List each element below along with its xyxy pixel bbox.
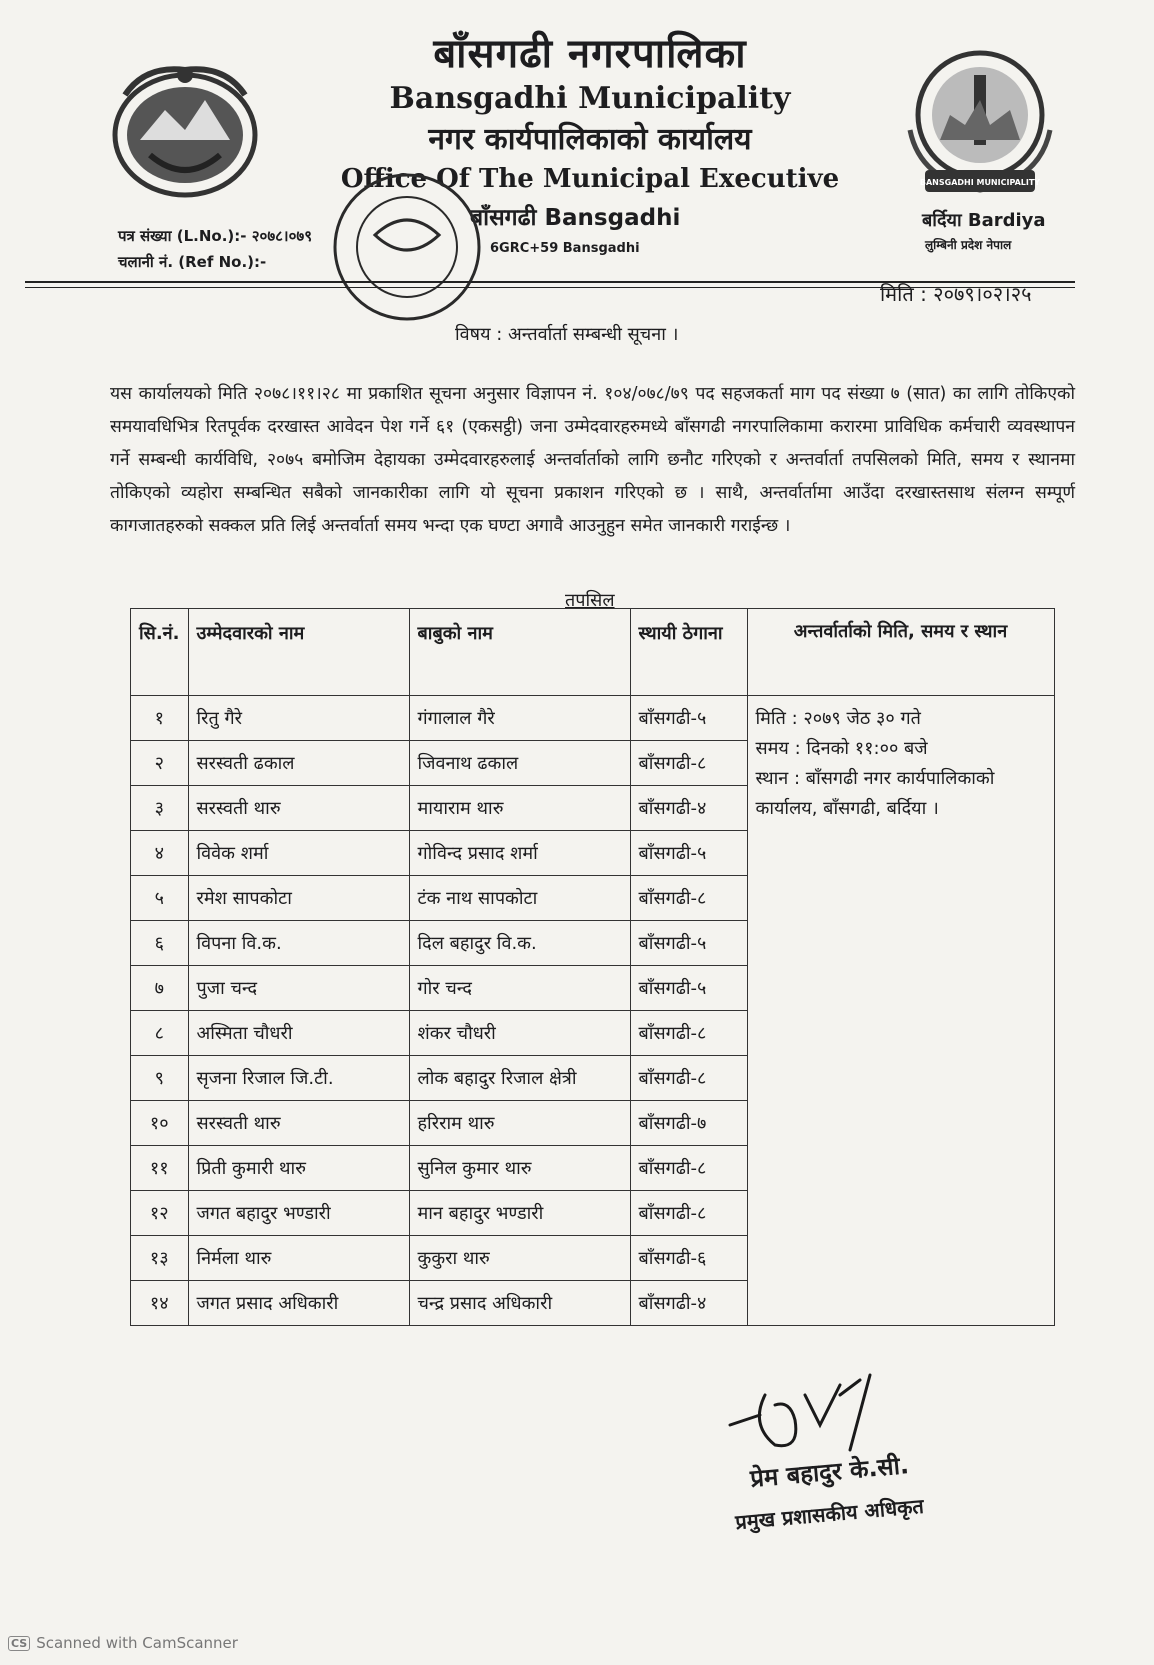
scanner-watermark — [8, 1634, 238, 1652]
cell-father-name: लोक बहादुर रिजाल क्षेत्री — [409, 1056, 630, 1101]
cell-father-name: गोविन्द प्रसाद शर्मा — [409, 831, 630, 876]
cell-address: बाँसगढी-८ — [630, 1191, 747, 1236]
cell-candidate-name: जगत प्रसाद अधिकारी — [188, 1281, 409, 1326]
cell-candidate-name: सरस्वती थारु — [188, 1101, 409, 1146]
province-label: लुम्बिनी प्रदेश नेपाल — [925, 238, 1012, 252]
interview-place: स्थान : बाँसगढी नगर कार्यपालिकाको कार्यालय, बाँसगढी, बर्दिया । — [755, 768, 995, 819]
cell-candidate-name: पुजा चन्द — [188, 966, 409, 1011]
cell-father-name: गोर चन्द — [409, 966, 630, 1011]
cell-sn: ९ — [131, 1056, 189, 1101]
cell-candidate-name: अस्मिता चौधरी — [188, 1011, 409, 1056]
cell-candidate-name: सरस्वती ढकाल — [188, 741, 409, 786]
cell-address: बाँसगढी-८ — [630, 1011, 747, 1056]
cell-address: बाँसगढी-४ — [630, 1281, 747, 1326]
interview-date: मिति : २०७९ जेठ ३० गते — [755, 708, 921, 729]
cell-sn: १३ — [131, 1236, 189, 1281]
cell-candidate-name: सरस्वती थारु — [188, 786, 409, 831]
watermark-text: Scanned with CamScanner — [36, 1634, 238, 1652]
cell-sn: २ — [131, 741, 189, 786]
cell-father-name: सुनिल कुमार थारु — [409, 1146, 630, 1191]
cell-address: बाँसगढी-७ — [630, 1101, 747, 1146]
cell-candidate-name: विपना वि.क. — [188, 921, 409, 966]
cell-address: बाँसगढी-८ — [630, 1146, 747, 1191]
signatory-name: प्रेम बहादुर के.सी. — [749, 1451, 911, 1493]
header-interview-info: अन्तर्वार्ताको मिति, समय र स्थान — [747, 609, 1054, 696]
municipality-title-nepali: बाँसगढी नगरपालिका — [433, 31, 747, 77]
cell-sn: ११ — [131, 1146, 189, 1191]
cell-sn: १२ — [131, 1191, 189, 1236]
cell-candidate-name: रितु गैरे — [188, 696, 409, 741]
notice-body: यस कार्यालयको मिति २०७८।११।२८ मा प्रकाशित सूचना अनुसार विज्ञापन नं. १०४/०७८/७९ पद सहजकर्ता माग पद संख्या ७ (सात) का लागि तोकिएको समयावधिभित्र रितपूर्वक दरखास्त आवेदन पेश गर्ने ६१ (एकसट्ठी) जना उम्मेदवारहरुमध्ये बाँसगढी नगरपालिकामा करारमा प्राविधिक कर्मचारी व्यवस्थापन गर्ने सम्बन्धी कार्यविधि, २०७५ बमोजिम देहायका उम्मेदवारहरुलाई अन्तर्वार्ताको लागि छनौट गरिएको र अन्तर्वार्ता तपसिलको मिति, समय र स्थानमा तोकिएको व्यहोरा सम्बन्धित सबैको जानकारीका लागि यो सूचना प्रकाशन गरिएको छ । साथै, अन्तर्वार्तामा आउँदा दरखास्तसाथ संलग्न सम्पूर्ण कागजातहरुको सक्कल प्रति लिई अन्तर्वार्ता समय भन्दा एक घण्टा अगावै आउनुहुन समेत जानकारी गराईन्छ । — [110, 384, 1075, 536]
logo-ribbon-text: BANSGADHI MUNICIPALITY — [919, 178, 1041, 187]
letter-number: पत्र संख्या (L.No.):- २०७८।०७९ — [118, 227, 313, 245]
cell-address: बाँसगढी-५ — [630, 921, 747, 966]
cell-sn: १४ — [131, 1281, 189, 1326]
cell-address: बाँसगढी-५ — [630, 831, 747, 876]
cell-father-name: मायाराम थारु — [409, 786, 630, 831]
interview-info-cell — [747, 696, 1054, 1326]
cell-address: बाँसगढी-८ — [630, 741, 747, 786]
cell-address: बाँसगढी-५ — [630, 966, 747, 1011]
office-title-english: Office Of The Municipal Executive — [340, 164, 840, 194]
district-label: बर्दिया Bardiya — [922, 210, 1046, 231]
cell-candidate-name: निर्मला थारु — [188, 1236, 409, 1281]
cell-address: बाँसगढी-८ — [630, 876, 747, 921]
cell-sn: ६ — [131, 921, 189, 966]
letter-subject: विषय : अन्तर्वार्ता सम्बन्धी सूचना । — [455, 324, 679, 345]
cell-father-name: गंगालाल गैरे — [409, 696, 630, 741]
cell-sn: ४ — [131, 831, 189, 876]
interview-time: समय : दिनको ११:०० बजे — [755, 738, 928, 759]
office-title-nepali: नगर कार्यपालिकाको कार्यालय — [428, 122, 752, 157]
signatory-designation: प्रमुख प्रशासकीय अधिकृत — [734, 1493, 925, 1535]
table-header-row — [131, 609, 1055, 696]
cell-father-name: कुकुरा थारु — [409, 1236, 630, 1281]
office-stamp — [325, 165, 490, 330]
cell-address: बाँसगढी-८ — [630, 1056, 747, 1101]
cell-father-name: जिवनाथ ढकाल — [409, 741, 630, 786]
cell-sn: १ — [131, 696, 189, 741]
handwritten-signature — [720, 1355, 920, 1465]
cell-father-name: शंकर चौधरी — [409, 1011, 630, 1056]
cell-candidate-name: जगत बहादुर भण्डारी — [188, 1191, 409, 1236]
header-candidate-name: उम्मेदवारको नाम — [188, 609, 409, 696]
camscanner-icon: CS — [8, 1636, 30, 1651]
cell-sn: ३ — [131, 786, 189, 831]
cell-candidate-name: प्रिती कुमारी थारु — [188, 1146, 409, 1191]
table-row — [131, 696, 1055, 741]
cell-candidate-name: विवेक शर्मा — [188, 831, 409, 876]
plus-code: 6GRC+59 Bansgadhi — [490, 241, 640, 256]
cell-sn: १० — [131, 1101, 189, 1146]
office-place: बाँसगढी Bansgadhi — [470, 205, 681, 231]
nepal-emblem-logo — [105, 55, 265, 205]
header-permanent-address: स्थायी ठेगाना — [630, 609, 747, 696]
cell-address: बाँसगढी-४ — [630, 786, 747, 831]
cell-candidate-name: सृजना रिजाल जि.टी. — [188, 1056, 409, 1101]
cell-candidate-name: रमेश सापकोटा — [188, 876, 409, 921]
cell-father-name: दिल बहादुर वि.क. — [409, 921, 630, 966]
letter-date: मिति : २०७९।०२।२५ — [880, 282, 1032, 306]
header-father-name: बाबुको नाम — [409, 609, 630, 696]
cell-father-name: मान बहादुर भण्डारी — [409, 1191, 630, 1236]
annex-title: तपसिल — [565, 590, 615, 611]
header-sn: सि.नं. — [131, 609, 189, 696]
cell-address: बाँसगढी-६ — [630, 1236, 747, 1281]
cell-sn: ७ — [131, 966, 189, 1011]
cell-address: बाँसगढी-५ — [630, 696, 747, 741]
cell-father-name: टंक नाथ सापकोटा — [409, 876, 630, 921]
municipality-title-english: Bansgadhi Municipality — [389, 81, 791, 116]
reference-number: चलानी नं. (Ref No.):- — [118, 253, 267, 271]
cell-father-name: हरिराम थारु — [409, 1101, 630, 1146]
cell-sn: ८ — [131, 1011, 189, 1056]
cell-sn: ५ — [131, 876, 189, 921]
cell-father-name: चन्द्र प्रसाद अधिकारी — [409, 1281, 630, 1326]
candidates-table — [130, 608, 1055, 1326]
municipality-logo — [890, 30, 1070, 220]
